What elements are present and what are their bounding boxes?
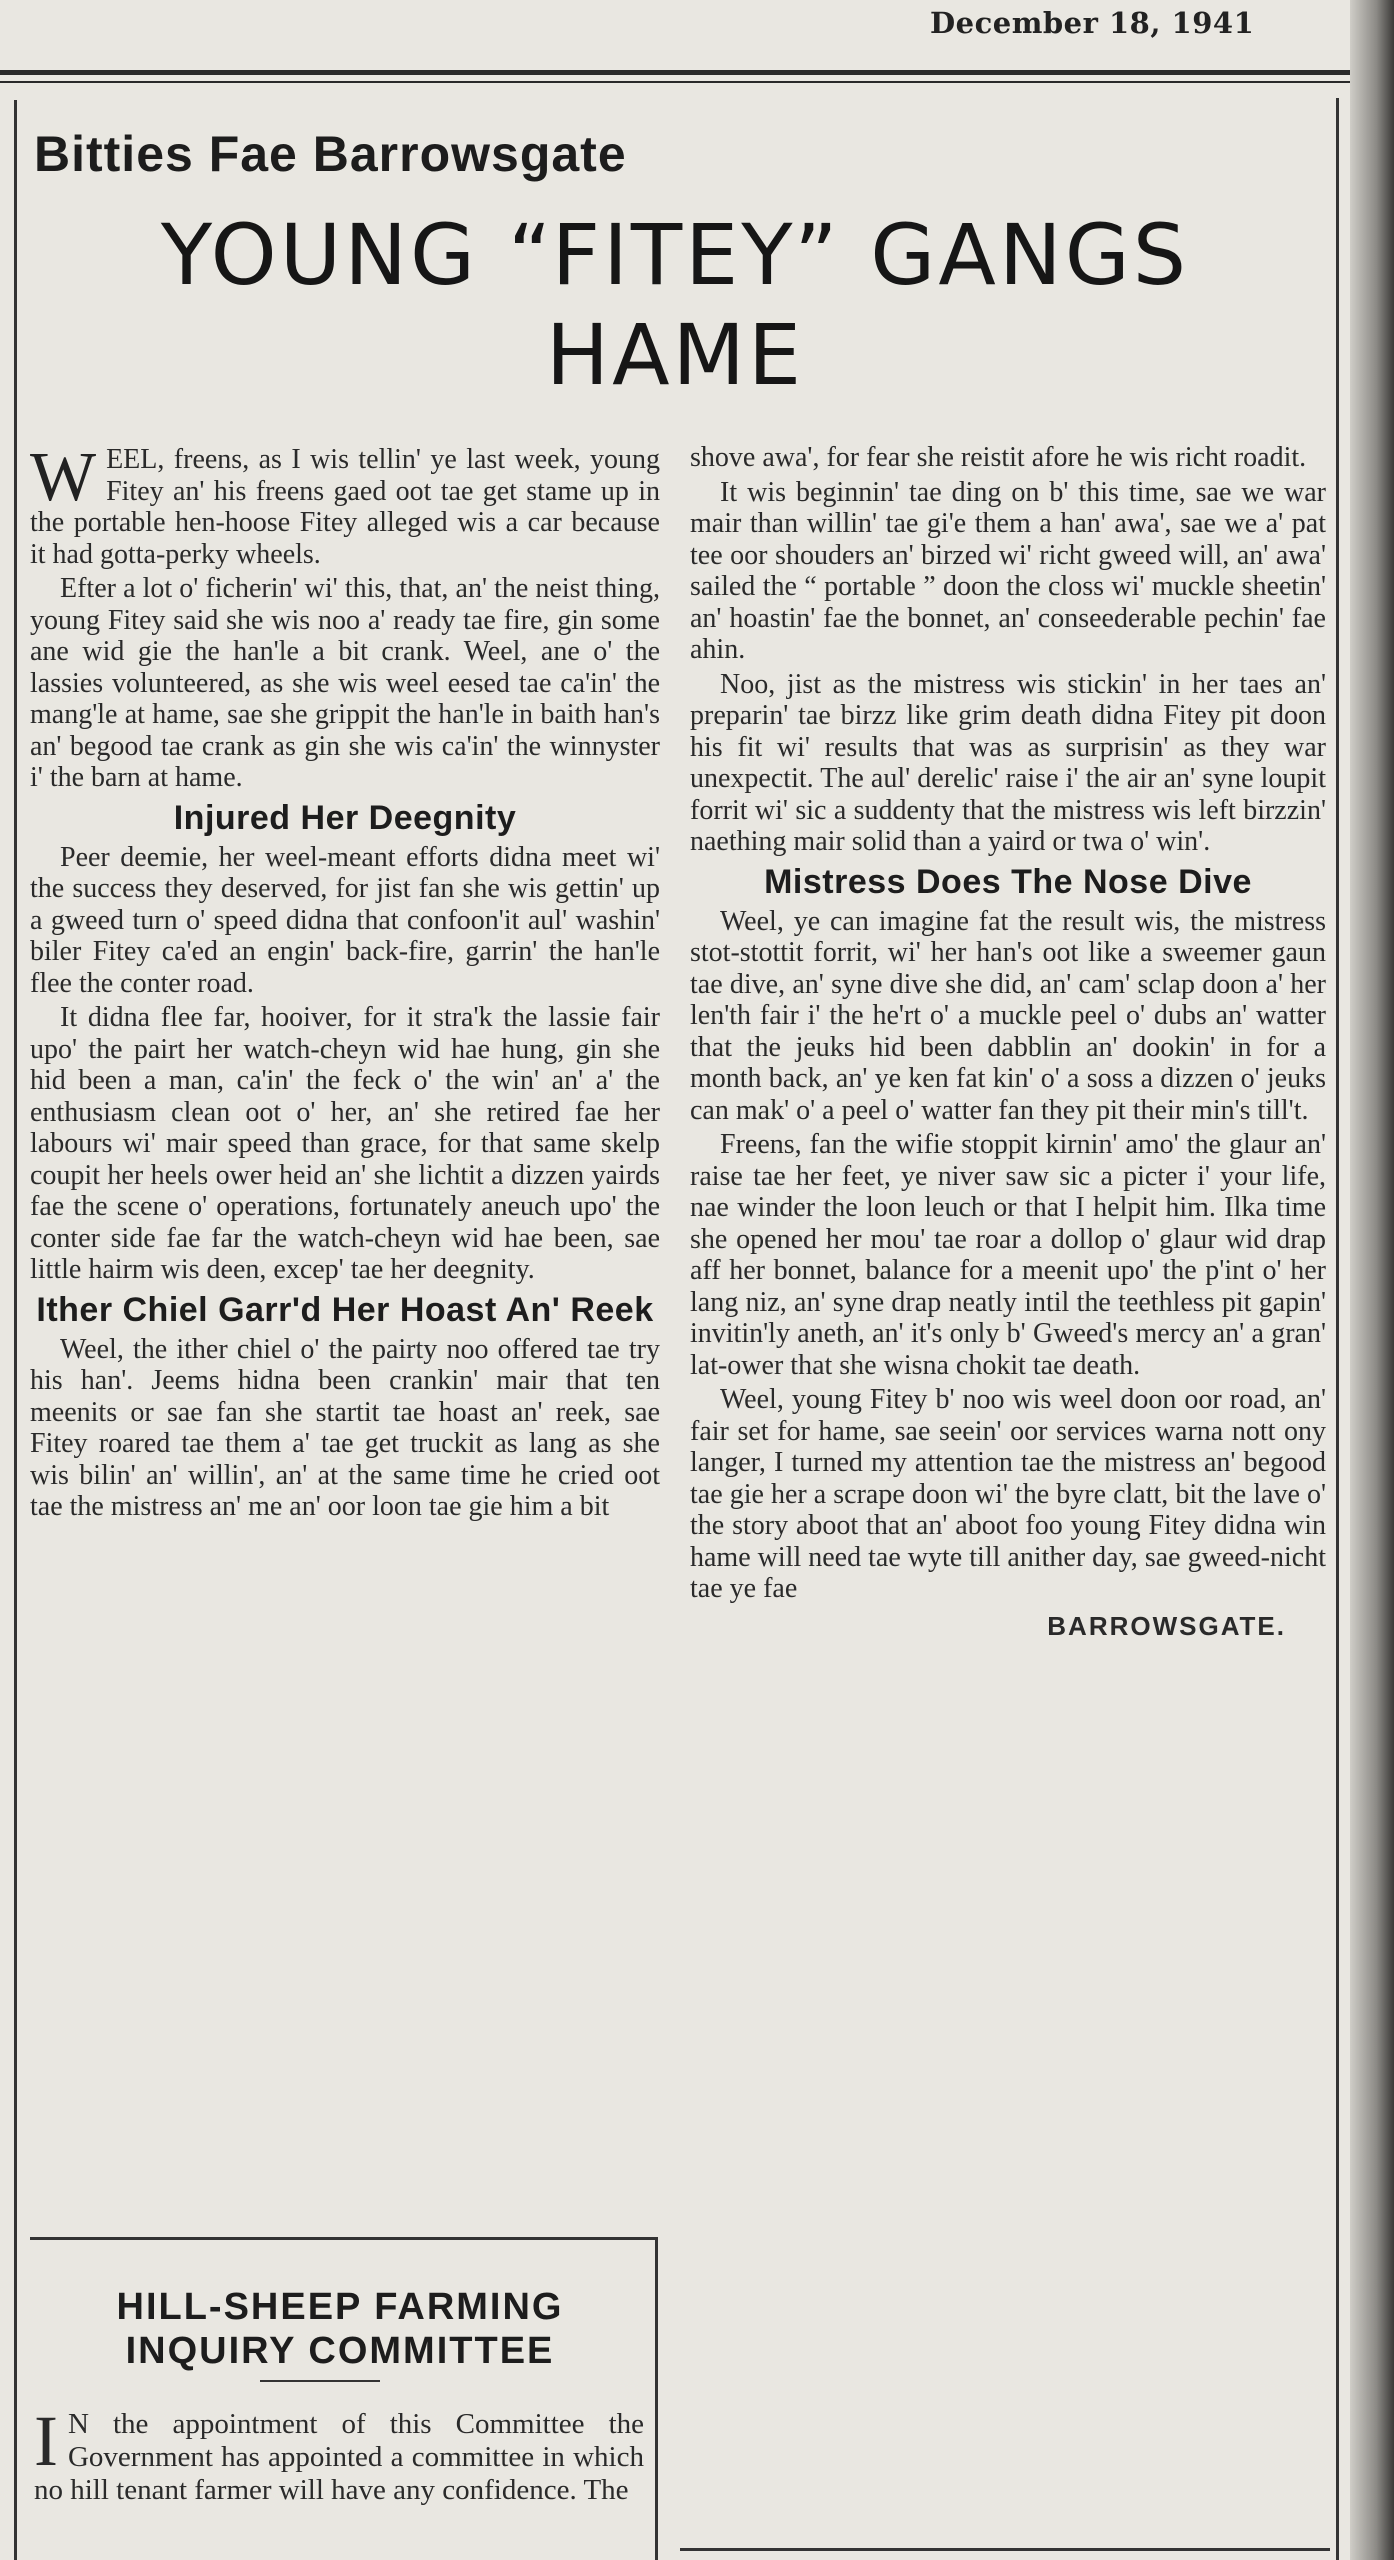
box-rule-vertical <box>655 2237 658 2560</box>
subheading: Ither Chiel Garr'd Her Hoast An' Reek <box>36 1290 654 1329</box>
article-column-1 <box>30 439 660 1526</box>
article-paragraph: Peer deemie, her weel-meant efforts didna meet wi' the success they deserved, for jist fan she wis gettin' up a gweed turn o' speed didna that confoon'it aul' washin' biler Fitey ca'ed an engin' back-fire, garrin' the han'le flee the conter road. <box>30 841 660 999</box>
article-kicker: Bitties Fae Barrowsgate <box>34 126 627 182</box>
article-paragraph: Weel, young Fitey b' noo wis weel doon oor road, an' fair set for hame, sae seein' oor services warna nott ony langer, I turned my attention tae the mistress an' begood tae gie her a scrape doon wi' the byre clatt, bit the lave o' the story aboot that an' aboot foo young Fitey didna win hame will need tae wyte till anither day, sae gweed-nicht tae ye fae <box>690 1384 1326 1604</box>
article-paragraph: shove awa', for fear she reistit afore he wis richt roadit. <box>690 442 1307 473</box>
author-signature: BARROWSGATE. <box>1047 1610 1286 1641</box>
sidebar-body: I N the appointment of this Committee the Government has appointed a committee in which no hill tenant farmer will have any confidence. The <box>34 2401 644 2506</box>
header-rule <box>0 70 1350 75</box>
column-rule-right <box>1336 98 1339 2560</box>
article-paragraph: It wis beginnin' tae ding on b' this time, sae we war mair than willin' tae gi'e them a han' awa', sae we a' pat tee oor shouders an' birzed wi' richt gweed will, an' awa' sailed the “ portable ” doon the closs wi' muckle sheetin' an' hoastin' fae the bonnet, an' conseederable pechin' fae ahin. <box>690 476 1326 665</box>
box-rule <box>30 2237 655 2240</box>
article-paragraph: Noo, jist as the mistress wis stickin' in her taes an' preparin' tae birzz like grim death didna Fitey pit doon his fit wi' results that was as surprisin' as they war unexpectit. The aul' derelic' raise i' the air an' syne loupit forrit wi' sic a suddenty that the mistress wis left birzzin' naething mair solid than a yaird or twa o' win'. <box>690 668 1326 857</box>
article-paragraph: It didna flee far, hooiver, for it stra'k the lassie fair upo' the pairt her watch-cheyn wid hae hung, gin she hid been a man, ca'in' the feck o' the win' an' a' the enthusiasm clean oot o' her, an' she retired fae her labours wi' mair speed than grace, for that same skelp coupit her heels ower heid an' she lichtit a dizzen yairds fae the scene o' operations, fortunately aneuch upo' the conter side fae far the watch-cheyn wid hae been, sae little hairm wis deen, excep' tae her deegnity. <box>30 1002 660 1285</box>
sidebar-headline: HILL-SHEEP FARMING INQUIRY COMMITTEE <box>116 2286 564 2372</box>
issue-date: December 18, 1941 <box>930 6 1255 40</box>
headline-underline <box>260 2380 380 2382</box>
column-rule-left <box>14 100 17 2560</box>
drop-cap: W <box>30 439 97 516</box>
page-edge-shadow <box>1350 0 1394 2560</box>
footer-rule <box>680 2548 1330 2551</box>
article-headline: YOUNG “FITEY” GANGS HAME <box>160 206 1190 404</box>
article-paragraph: Weel, the ither chiel o' the pairty noo offered tae try his han'. Jeems hidna been crankin' mair that ten meenits or sae fan she startit tae hoast an' reek, sae Fitey roared tae them a' tae get truckit as lang as she wis bilin' an' willin', an' at the same time he cried oot tae the mistress an' me an' oor loon tae gie him a bit <box>30 1333 660 1522</box>
subheading: Injured Her Deegnity <box>173 798 517 837</box>
article-paragraph: Efter a lot o' ficherin' wi' this, that, an' the neist thing, young Fitey said she wis noo a' ready tae fire, gin some ane wid gie the han'le a bit crank. Weel, ane o' the lassies volunteered, as she wis weel eesed tae ca'in' the mang'le at hame, sae she grippit the han'le in baith han's an' begood tae crank as gin she wis ca'in' the winnyster i' the barn at hame. <box>30 573 660 793</box>
article-paragraph: WEEL, freens, as I wis tellin' ye last week, young Fitey an' his freens gaed oot tae get stame up in the portable hen-hoose Fitey alleged wis a car because it had gotta-perky wheels. <box>30 439 660 570</box>
article-column-2 <box>690 442 1326 1642</box>
article-paragraph: Weel, ye can imagine fat the result wis, the mistress stot-stottit forrit, wi' her han's oot like a sweemer gaun tae dive, an' syne dive she did, an' cam' sclap doon a' her len'th fair i' the he'rt o' a muckle peel o' dubs an' watter that the jeuks hid been dabblin an' dookin' in for a month back, an' ye ken fat kin' o' a soss a dizzen o' jeuks can mak' o' a peel o' watter fan they pit their min's till't. <box>690 905 1326 1126</box>
header-rule-thin <box>0 81 1350 83</box>
subheading: Mistress Does The Nose Dive <box>764 862 1252 901</box>
drop-cap: I <box>34 2401 58 2481</box>
article-paragraph: Freens, fan the wifie stoppit kirnin' amo' the glaur an' raise tae her feet, ye niver saw sic a picter i' your life, nae winder the loon leuch or that I helpit him. Ilka time she opened her mou' tae roar a dollop o' glaur wid drap aff her bonnet, balance for a meenit upo' the p'int o' her lang niz, an' syne drap neatly intil the teethless pit gapin' invitin'ly aneth, an' it's only b' Gweed's mercy an' a gran' lat-ower that she wisna chokit tae death. <box>690 1129 1326 1381</box>
